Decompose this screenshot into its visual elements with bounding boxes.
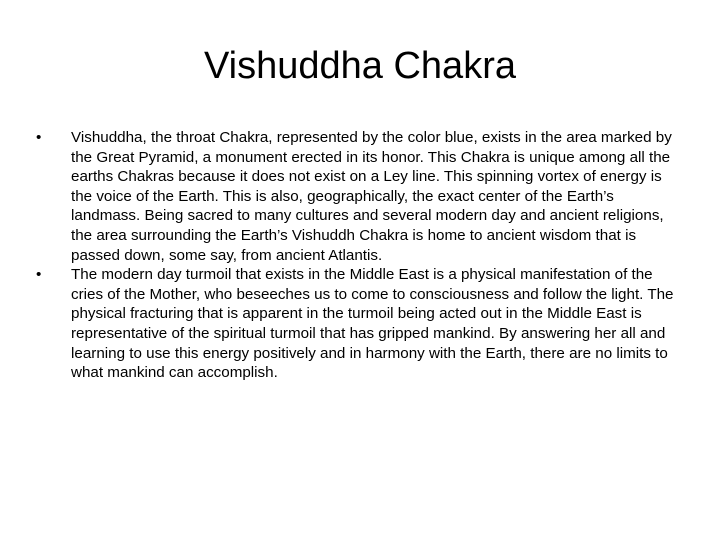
bullet-icon: • [36,266,42,284]
bullet-list [36,128,684,383]
bullet-item [36,265,684,383]
bullet-text: Vishuddha, the throat Chakra, represented by the color blue, exists in the area marked by the Great Pyramid, a monument erected in its honor. This Chakra is unique among all the earths Chakras because it does not exist on a Ley line. This spinning vortex of energy is the voice of the Earth. This is also, geographically, the exact center of the Earth’s landmass. Being sacred to many cultures and several modern day and ancient religions, the area surrounding the Earth’s Vishuddh Chakra is home to ancient wisdom that is passed down, some say, from ancient Atlantis. [71,129,672,264]
slide-title: Vishuddha Chakra [204,45,516,87]
bullet-icon: • [36,129,42,146]
bullet-text: The modern day turmoil that exists in the Middle East is a physical manifestation of the cries of the Mother, who beseeches us to come to consciousness and follow the light. The physical fracturing that is apparent in the turmoil being acted out in the Middle East is representative of the spiritual turmoil that has gripped mankind. By answering her all and learning to use this energy positively and in harmony with the Earth, there are no limits to what mankind can accomplish. [71,266,674,382]
bullet-item [36,128,684,265]
